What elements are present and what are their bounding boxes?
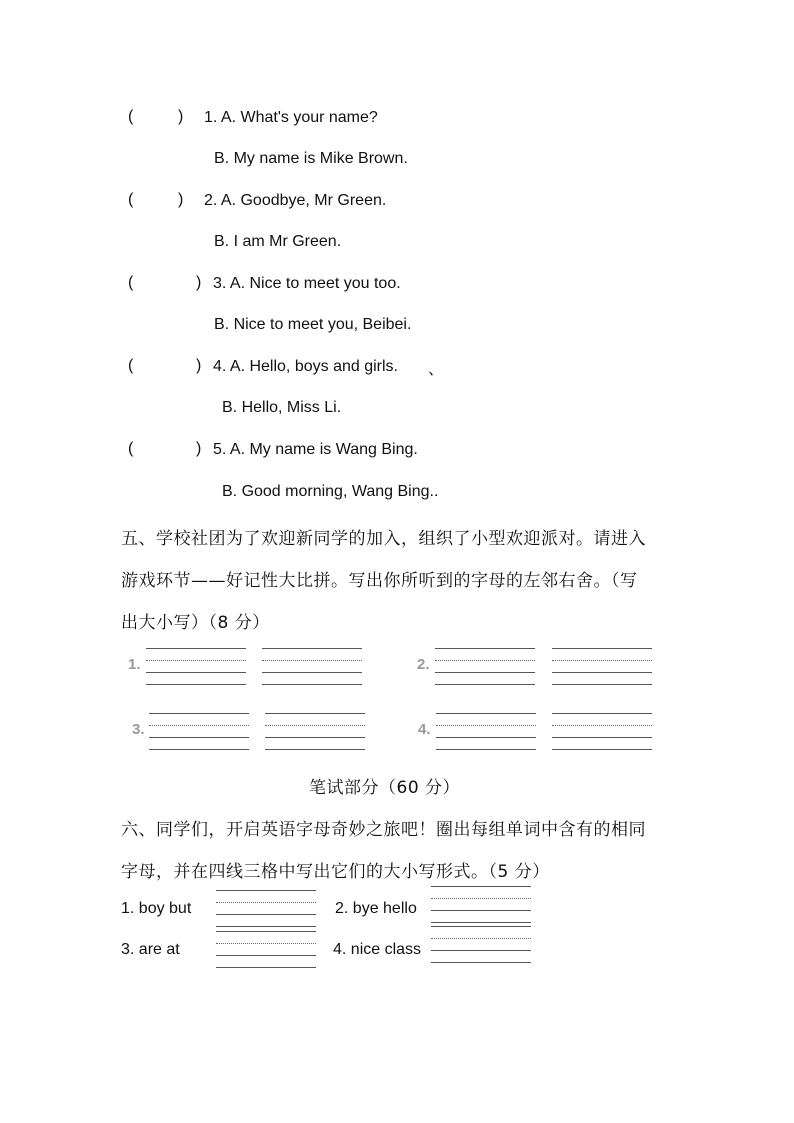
section-6-instruction-line-1: 六、同学们，开启英语字母奇妙之旅吧！圈出每组单词中含有的相同	[121, 820, 646, 840]
option-a: 1. A. What's your name?	[204, 109, 378, 126]
section-6-instruction-line-2: 字母，并在四线三格中写出它们的大小写形式。（5 分）	[121, 862, 550, 882]
section-5-instruction-line-1: 五、学校社团为了欢迎新同学的加入，组织了小型欢迎派对。请进入	[121, 529, 646, 549]
answer-paren-close: )	[178, 108, 184, 125]
written-part-title: 笔试部分（60 分）	[309, 778, 461, 798]
four-line-writing-box[interactable]	[431, 886, 531, 922]
option-a: 3. A. Nice to meet you too.	[213, 275, 401, 292]
word-group: 4. nice class	[333, 941, 422, 958]
word-group: 3. are at	[121, 941, 180, 958]
answer-paren-close: )	[196, 357, 202, 374]
writing-number: 4.	[418, 721, 431, 738]
answer-paren-open: (	[128, 440, 134, 457]
answer-paren-close: )	[196, 440, 202, 457]
four-line-writing-box[interactable]	[146, 648, 246, 684]
writing-number: 1.	[128, 656, 141, 673]
answer-paren-open: (	[128, 108, 134, 125]
four-line-writing-box[interactable]	[431, 926, 531, 962]
option-b: B. My name is Mike Brown.	[214, 150, 408, 167]
four-line-writing-box[interactable]	[265, 713, 365, 749]
four-line-writing-box[interactable]	[262, 648, 362, 684]
section-5-instruction-line-2: 游戏环节——好记性大比拼。写出你所听到的字母的左邻右舍。（写	[121, 571, 638, 591]
four-line-writing-box[interactable]	[216, 931, 316, 967]
option-b: B. I am Mr Green.	[214, 233, 342, 250]
option-a: 2. A. Goodbye, Mr Green.	[204, 192, 387, 209]
word-group: 1. boy but	[121, 900, 192, 917]
four-line-writing-box[interactable]	[436, 713, 536, 749]
four-line-writing-box[interactable]	[552, 648, 652, 684]
four-line-writing-box[interactable]	[149, 713, 249, 749]
answer-paren-open: (	[128, 274, 134, 291]
section-5-instruction-line-3: 出大小写）（8 分）	[121, 613, 270, 633]
option-b: B. Good morning, Wang Bing..	[222, 483, 439, 500]
option-b: B. Hello, Miss Li.	[222, 399, 342, 416]
four-line-writing-box[interactable]	[552, 713, 652, 749]
word-group: 2. bye hello	[335, 900, 417, 917]
answer-paren-close: )	[196, 274, 202, 291]
writing-number: 3.	[132, 721, 145, 738]
writing-number: 2.	[417, 656, 430, 673]
answer-paren-open: (	[128, 191, 134, 208]
four-line-writing-box[interactable]	[216, 890, 316, 926]
answer-paren-close: )	[178, 191, 184, 208]
stray-mark: 、	[428, 361, 445, 378]
four-line-writing-box[interactable]	[435, 648, 535, 684]
option-b: B. Nice to meet you, Beibei.	[214, 316, 412, 333]
answer-paren-open: (	[128, 357, 134, 374]
option-a: 4. A. Hello, boys and girls.	[213, 358, 398, 375]
option-a: 5. A. My name is Wang Bing.	[213, 441, 418, 458]
